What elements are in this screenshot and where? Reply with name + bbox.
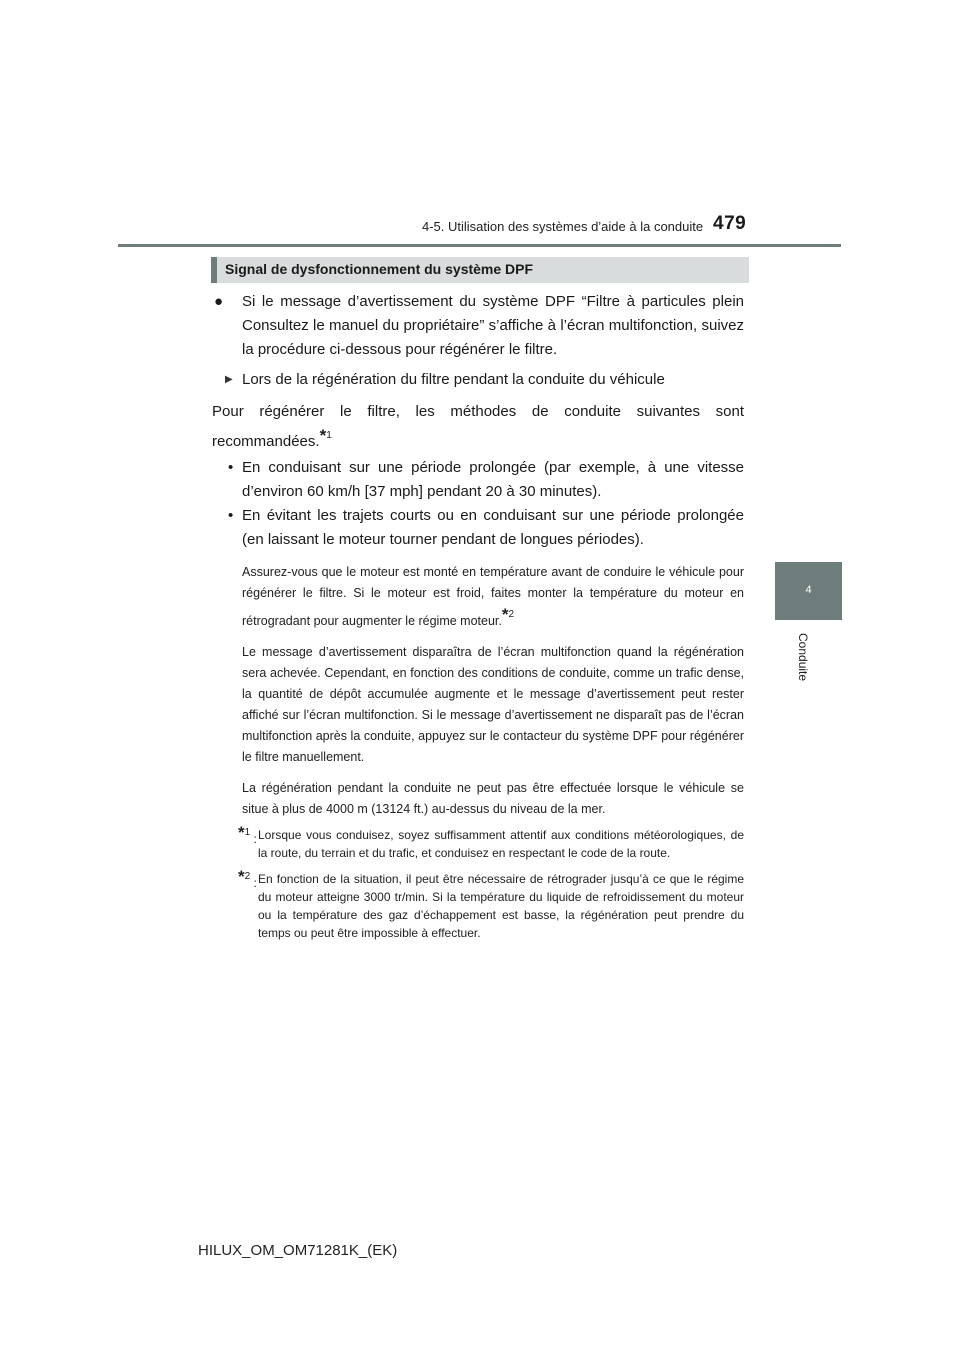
intro-paragraph [212,400,744,454]
list-item [212,456,744,504]
chapter-tab [775,562,842,620]
section-box-title [211,257,749,283]
page-content [212,290,744,950]
arrow-item-text: Lors de la régénération du filtre pendant la conduite du véhicule [242,371,665,388]
footnotes [212,823,744,942]
chapter-number: 4 [805,584,812,596]
intro-text: Pour régénérer le filtre, les méthodes de conduite suivantes sont recommandées. [212,403,744,450]
note-paragraph: Le message d’avertissement disparaîtra de l’écran multifonction quand la régénération sera achevée. Cependant, en fonction des conditions de conduite, comme un trafic dense, la quantité de dépôt accumulée augmente et le message d’avertissement peut rester affiché sur l’écran multifonction. Si le message d’avertissement ne disparaît pas de l’écran multifonction après la conduite, appuyez sur le contacteur du système DPF pour régénérer le filtre manuellement. [242,645,744,764]
document-code: HILUX_OM_OM71281K_(EK) [198,1242,398,1259]
arrow-item [212,368,744,392]
intro-footnote-ref: 1 [326,430,332,441]
header-rule [118,244,841,247]
bullet-dot-icon: ● [214,293,224,310]
bullet-text: Si le message d’avertissement du système DPF “Filtre à particules plein Consultez le manuel du propriétaire” s’affiche à l’écran multifonction, suivez la procédure ci-dessous pour régénérer le filtre. [242,293,744,358]
asterisk-icon: * [238,823,245,842]
methods-list [212,456,744,552]
method-text: En évitant les trajets courts ou en conduisant sur une période prolongée (en laissant le moteur tourner pendant de longues périodes). [242,507,744,548]
asterisk-icon: * [501,605,509,624]
list-item [212,504,744,552]
page-number: 479 [713,213,747,234]
footnote [212,867,744,942]
bullet-paragraph [212,290,744,362]
note-text: Assurez-vous que le moteur est monté en température avant de conduire le véhicule pour régénérer le filtre. Si le moteur est froid, faites monter la température du moteur en rétrogradant pour augmenter le régime moteur. [242,565,744,628]
asterisk-icon: * [319,426,327,445]
footnote-number: 1 [244,827,251,838]
list-bullet-icon: • [228,459,234,476]
footnote-marker: *$^2$ : [238,867,257,890]
footnote-text: Lorsque vous conduisez, soyez suffisamment attentif aux conditions météorologiques, de la route, du terrain et du trafic, et conduisez en respectant le code de la route. [258,828,744,860]
section-path: 4-5. Utilisation des systèmes d’aide à la conduite [422,219,704,234]
method-text: En conduisant sur une période prolongée (par exemple, à une vitesse d’environ 60 km/h [37 mph] pendant 20 à 30 minutes). [242,459,744,500]
note-footnote-ref: 2 [508,609,515,620]
chapter-name: Conduite [796,633,810,682]
footnote [212,823,744,862]
list-bullet-icon: • [228,507,234,524]
asterisk-icon: * [238,867,245,886]
footnote-marker: *$^1$ : [238,823,257,846]
note-paragraph [212,562,744,632]
note-paragraph: La régénération pendant la conduite ne peut pas être effectuée lorsque le véhicule se situe à plus de 4000 m (13124 ft.) au-dessus du niveau de la mer. [242,781,744,816]
footnote-number: 2 [244,871,251,882]
footnote-text: En fonction de la situation, il peut être nécessaire de rétrograder jusqu’à ce que le régime du moteur atteigne 3000 tr/min. Si la température du liquide de refroidissement du moteur ou la température des gaz d’échappement est basse, la régénération peut prendre du temps ou peut être impossible à effectuer. [258,872,744,940]
triangle-right-icon: ▶ [225,374,233,385]
section-box-title-text: Signal de dysfonctionnement du système DPF [225,261,534,277]
